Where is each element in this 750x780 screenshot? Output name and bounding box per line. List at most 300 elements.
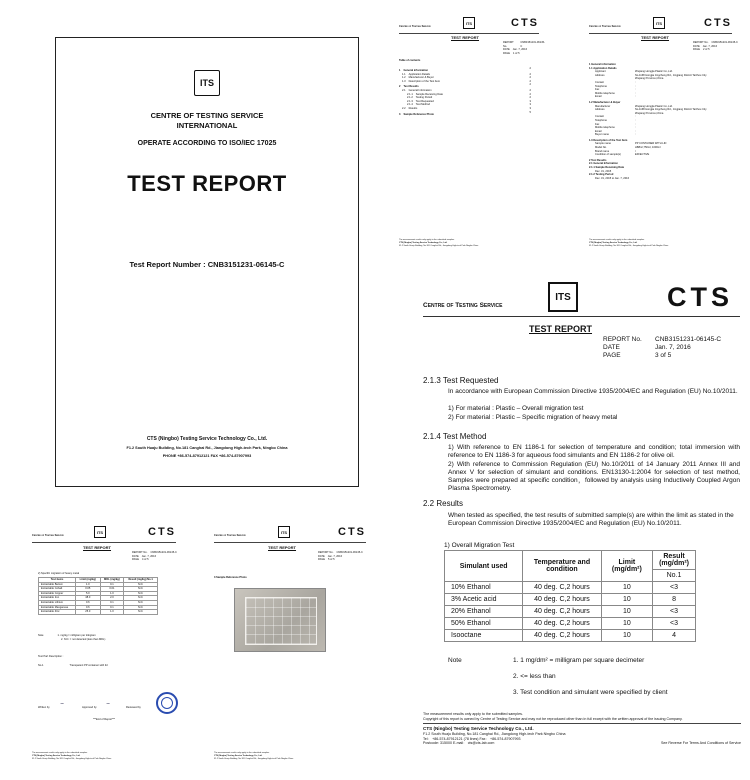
table-row <box>445 618 696 630</box>
report-meta <box>318 551 363 562</box>
header-cts: CTS <box>511 17 539 29</box>
col-header: Result (mg/kg) No.1 <box>124 578 158 583</box>
cell-condition: 40 deg. C,2 hours <box>523 582 601 594</box>
toc-page: 2 <box>529 67 531 70</box>
info-row <box>589 133 732 137</box>
table-cell: N.D. <box>124 605 158 610</box>
toc-page: 2 <box>529 79 531 83</box>
toc-number: 2 <box>399 85 401 89</box>
cell-simulant: 20% Ethanol <box>445 606 523 618</box>
header-centre: Centre of Testing Service <box>32 534 64 537</box>
table-cell: N.D. <box>124 587 158 592</box>
toc-number: 1 <box>399 69 401 72</box>
page-footer <box>589 239 732 247</box>
page-footer <box>423 712 741 746</box>
label: REPORT No. <box>603 336 642 343</box>
cover-company: CTS (Ningbo) Testing Service Technology Co., Ltd. <box>146 436 268 442</box>
toc-page: 3 <box>529 99 531 103</box>
table-cell: N.D. <box>124 596 158 601</box>
page-photo <box>210 522 370 772</box>
info-label: Address <box>595 73 605 77</box>
toc-title: Sample Reference Photo <box>403 112 435 116</box>
toc-page: 2 <box>529 96 531 100</box>
footer-postcode: Postcode: 315000 E-mail： cts@cts-lab.com <box>423 741 495 746</box>
value: CNB3151231-06145-C <box>520 41 545 48</box>
note-label: Note <box>448 657 462 664</box>
applicant-block <box>589 70 732 99</box>
toc-number: 2.1.3 <box>407 99 413 103</box>
part-desc: Test Part Description : <box>38 655 64 658</box>
overall-migration-title: 1) Overall Migration Test <box>444 542 515 549</box>
footer-address: F1.2 South Huaju Building, No.181 Canghai Rd., Jiangdong High-tech Park Ningbo China <box>32 757 112 760</box>
section-214-title: 2.1.4 Test Method <box>423 432 487 441</box>
report-number-label: Test Report Number : <box>129 260 206 269</box>
col-header: Limit (mg/dm²) <box>601 551 652 582</box>
table-cell: Extractable Manganese <box>39 605 76 610</box>
value: Jan. 7, 2016 <box>141 554 157 558</box>
footer-note: The measurement results only apply to the submitted samples. <box>423 712 523 716</box>
label: PAGE <box>132 558 140 562</box>
toc-title: Description of the Test Item <box>408 79 440 83</box>
table-cell: 1.0 <box>76 582 100 587</box>
info-value: : <box>635 122 636 126</box>
table-cell: 1.0 <box>100 610 124 615</box>
part-no: No.1 <box>38 664 44 667</box>
info-label: Applicant <box>595 70 606 74</box>
section-214-item-2: 2) With reference to Commission Regulation (EU) No.10/2011 of 14 January 2011 Annex III and Annex V for selection of simulant and conditions. EN13130-1:2004 for selection of test method, Samples were prepared at specific condition，followed by analysis using Inductively Coupled Argon Plasma Spectrometry. <box>448 461 740 492</box>
col-header: Result (mg/dm²) <box>653 551 696 570</box>
toc-title: Application Details <box>408 72 430 76</box>
cts-logo-icon <box>548 282 578 312</box>
logo-text: ITS <box>555 291 571 303</box>
page-footer <box>399 239 539 247</box>
footer-address: F1.2 South Huaju Building, No.181 Canghai Rd., Jiangdong High-tech Park Ningbo China <box>214 757 294 760</box>
label: REPORT No. <box>318 551 334 554</box>
toc-title: General information <box>403 69 429 72</box>
toc-list <box>399 67 531 116</box>
info-value: No.1168 Hongjia Jingcheng Rd., Jingjiang District Taizhou City <box>635 108 707 112</box>
sample-photo <box>234 588 326 652</box>
cell-condition: 40 deg. C,2 hours <box>523 618 601 630</box>
cell-condition: 40 deg. C,2 hours <box>523 630 601 642</box>
info-value: : <box>635 129 636 133</box>
page-heavy-metal <box>28 522 180 772</box>
note-2: 2. N.D. = not detected (less than MDL) <box>61 637 106 641</box>
table-cell: N.D. <box>124 591 158 596</box>
table-row <box>445 630 696 642</box>
section-heading: 2.1 General Information <box>589 162 618 166</box>
toc-number: 2.1 <box>402 88 406 92</box>
toc-number: 2.1.4 <box>407 103 413 107</box>
cell-simulant: 50% Ethanol <box>445 618 523 630</box>
value: 1 of 5 <box>513 51 520 55</box>
report-meta <box>603 336 721 360</box>
table-cell: Extractable Barium <box>39 582 76 587</box>
toc-title: Test Method <box>415 103 430 107</box>
table-cell: 25.0 <box>76 610 100 615</box>
info-value: : <box>635 115 636 119</box>
toc-number: 2.1.2 <box>407 96 413 100</box>
reviewed-by-label: Reviewed by <box>126 706 141 709</box>
info-label: Email <box>595 95 602 99</box>
divider <box>589 33 732 34</box>
test-report-heading: TEST REPORT <box>83 545 112 550</box>
info-label: Model No. <box>595 146 607 150</box>
table-cell: 0.1 <box>100 582 124 587</box>
cover-page <box>55 37 359 487</box>
info-value: Zhejiang Hongjia Plastic Co.,Ltd. <box>635 70 673 74</box>
info-value: Zhejiang Province,China <box>635 77 664 81</box>
stamp-icon <box>156 692 178 714</box>
info-value: : <box>635 88 636 92</box>
table-cell: 1.0 <box>100 591 124 596</box>
page-results <box>403 272 748 772</box>
info-value: EFFECTIVE <box>635 153 650 157</box>
table-cell: 0.1 <box>100 605 124 610</box>
page-general-info <box>583 13 738 263</box>
section-heading: 1.1 Application Details <box>589 66 617 70</box>
info-label: Mobile telephone <box>595 126 615 130</box>
label: PAGE <box>318 558 326 562</box>
heavy-metal-notes <box>38 634 105 641</box>
toc-number: 2.2 <box>402 106 406 110</box>
toc-page: 5 <box>529 110 531 114</box>
report-meta <box>132 551 177 562</box>
cell-limit: 10 <box>601 618 652 630</box>
label: PAGE <box>693 48 701 52</box>
toc-title: Testing Period <box>415 96 433 100</box>
cts-logo-icon <box>94 526 106 538</box>
table-cell: 0.6 <box>76 605 100 610</box>
toc-row[interactable] <box>399 111 531 117</box>
note-1: 1. 1 mg/dm² = milligram per square decimeter <box>513 657 645 664</box>
logo-text: ITS <box>655 20 663 26</box>
description-block <box>589 142 732 156</box>
label: REPORT No. <box>503 41 514 48</box>
cell-limit: 10 <box>601 594 652 606</box>
footer-company: CTS (Ningbo) Testing Service Technology Co., Ltd. <box>589 241 638 244</box>
cell-limit: 10 <box>601 582 652 594</box>
section-213-item-2: 2) For material : Plastic – Specific migration of heavy metal <box>448 414 618 421</box>
info-value: : <box>635 95 636 99</box>
section-213-text: In accordance with European Commission Directive 1935/2004/EC and Regulation (EU) No.10/2011. <box>448 388 738 395</box>
report-number-value: CNB3151231-06145-C <box>207 260 285 269</box>
page-footer <box>214 752 366 760</box>
toc-page: 3 <box>529 103 531 107</box>
divider <box>214 542 366 543</box>
logo-text: ITS <box>280 529 288 535</box>
value: CNB3151231-06145-C <box>711 41 738 44</box>
info-value: Zhejiang Hongjia Plastic Co.,Ltd. <box>635 104 673 108</box>
value: CNB3151231-06145-C <box>655 336 722 343</box>
header-cts: CTS <box>704 17 732 29</box>
header-centre: Centre of Testing Service <box>399 25 431 28</box>
cts-logo-icon <box>653 17 665 29</box>
toc-page: 2 <box>529 72 531 76</box>
label: DATE <box>503 48 510 52</box>
toc-page: 2 <box>529 83 531 87</box>
heavy-metal-title: 2) Specific migration of heavy metal <box>38 572 80 575</box>
header-cts: CTS <box>667 282 733 312</box>
part-description: Transparent PP container with lid <box>69 664 108 667</box>
cover-title: TEST REPORT <box>127 171 287 196</box>
col-header: Simulant used <box>445 551 523 582</box>
table-cell: N.D. <box>124 582 158 587</box>
value: CNB3151231-06145-C <box>150 551 177 554</box>
note-2: 2. <= less than <box>513 673 556 680</box>
footer-tel: Tel： +86-574-87912121 (78 lines) Fax： +86-574-87907993 <box>423 736 521 741</box>
info-label: Fax <box>595 122 600 126</box>
footer-terms: See Reverse For Terms And Conditions of Service <box>660 741 741 746</box>
footer-note: The measurement results only apply to the submitted samples. <box>399 239 455 241</box>
header-centre: Centre of Testing Service <box>589 25 621 28</box>
section-heading: 2.1.2 Testing Period <box>589 173 614 177</box>
table-cell: 0.6 <box>76 600 100 605</box>
table-cell: Extractable Iron <box>39 596 76 601</box>
section-214-item-1: 1) With reference to EN 1186-1 for selection of temperature and condition; total immersion with reference to EN 1186-3 for aqueous food simulants and EN 1186-2 for olive oil. <box>448 444 740 459</box>
cell-result: <3 <box>653 618 696 630</box>
label: DATE <box>693 44 700 48</box>
value: 5 of 5 <box>328 558 335 562</box>
receiving-date: Dec. 31, 2015 <box>595 169 612 173</box>
col-subheader: No.1 <box>653 570 696 582</box>
info-label: Manufacturer <box>595 104 611 108</box>
report-meta <box>503 41 545 55</box>
table-cell: 2.0 <box>100 596 124 601</box>
toc-title: Results <box>408 106 418 110</box>
info-value: : <box>635 133 636 137</box>
value: CNB3151231-06145-C <box>336 551 363 554</box>
toc-number: 1.3 <box>402 79 406 83</box>
page-footer <box>32 752 176 760</box>
overall-migration-table <box>444 550 696 642</box>
table-cell: N.D. <box>124 610 158 615</box>
table-row <box>39 610 158 615</box>
cell-result: 4 <box>653 630 696 642</box>
table-row <box>445 606 696 618</box>
info-label: Sample name <box>595 142 612 146</box>
cell-simulant: 10% Ethanol <box>445 582 523 594</box>
table-cell: Extractable Lithium <box>39 600 76 605</box>
footer-copyright: Copyright of this report is owned by Centre of Testing Service and may not be reproduced other than in full except with the written approval of the issuing Company. <box>423 716 683 721</box>
value: 2 of 5 <box>703 48 710 52</box>
table-cell: 5.0 <box>76 591 100 596</box>
info-value: : <box>635 126 636 130</box>
value: 4 of 5 <box>142 558 149 562</box>
test-report-heading: TEST REPORT <box>451 35 480 40</box>
toc-number: 1.1 <box>402 72 406 76</box>
info-label: Brand name <box>595 149 610 153</box>
page-toc <box>393 13 545 263</box>
info-value: : <box>635 91 636 95</box>
test-report-heading: TEST REPORT <box>529 324 593 334</box>
toc-title: Table of contents <box>399 59 421 62</box>
table-cell: Extractable Cobalt <box>39 587 76 592</box>
table-cell: 0.05 <box>76 587 100 592</box>
header-cts: CTS <box>338 526 366 538</box>
info-label: Address <box>595 108 605 112</box>
info-row <box>589 95 732 99</box>
approved-by-label: Approved by <box>82 706 97 709</box>
info-value: PP CONTAINER WITH LID <box>635 142 667 146</box>
header-centre: Centre of Testing Service <box>423 302 503 309</box>
footer-address: F1.2 South Huaju Building, No.181 Canghai Rd., Jiangdong High-tech Park Ningbo China <box>589 244 669 247</box>
toc-number: 1.2 <box>402 76 406 80</box>
info-value: No.1168 Hongjia Jingcheng Rd., Jingjiang District Taizhou City <box>635 73 707 77</box>
section-22-title: 2.2 Results <box>423 499 464 508</box>
footer-address: F1.2 South Huaju Building, No.181 Canghai Rd., Jiangdong High-tech Park Ningbo China <box>399 244 479 247</box>
info-label: Contact <box>595 80 604 84</box>
label: REPORT No. <box>132 551 148 554</box>
divider <box>423 316 740 317</box>
cover-address: F1.2 South Huaju Building, No.181 Canghai Rd., Jiangdong High-tech Park, Ningbo China <box>126 446 288 450</box>
info-label: Email <box>595 129 602 133</box>
table-cell: Extractable Copper <box>39 591 76 596</box>
table-row <box>445 594 696 606</box>
toc-number: 3 <box>399 112 401 116</box>
info-label: Condition of sample(s) <box>595 153 621 157</box>
toc-title: Sample Receiving Date <box>415 92 443 96</box>
col-header: Temperature and condition <box>523 551 601 582</box>
info-value: : <box>635 80 636 84</box>
note-1: 1. mg/kg = milligram per kilogram <box>57 634 96 637</box>
photo-title: 3 Sample Reference Photo <box>214 576 247 579</box>
signature-icon: ~ <box>60 701 65 707</box>
value: Jan. 7, 2016 <box>512 48 528 52</box>
label: DATE <box>132 554 139 558</box>
table-cell: Extractable Zinc <box>39 610 76 615</box>
label: DATE <box>318 554 325 558</box>
cell-simulant: 3% Acetic acid <box>445 594 523 606</box>
info-label: Buyer name <box>595 133 609 137</box>
testing-period: Dec. 31, 2015 to Jan. 7, 2016 <box>595 176 630 180</box>
col-header: Test items <box>39 578 76 583</box>
section-heading: 1.3 Description of the Test Item <box>589 138 628 142</box>
table-cell: 0.01 <box>100 587 124 592</box>
part-desc-row <box>38 664 108 668</box>
toc-title: Manufacturer & Buyer <box>408 76 434 80</box>
divider <box>399 33 539 34</box>
info-value: HB8ml,750ml, 1000ml <box>635 146 661 150</box>
footer-company: CTS (Ningbo) Testing Service Technology Co., Ltd. <box>423 726 534 732</box>
signatures <box>38 702 178 728</box>
cell-result: 8 <box>653 594 696 606</box>
heavy-metal-table <box>38 577 158 615</box>
info-label: Fax <box>595 88 600 92</box>
footer-company: CTS (Ningbo) Testing Service Technology Co., Ltd. <box>32 754 81 757</box>
cell-condition: 40 deg. C,2 hours <box>523 594 601 606</box>
header-cts: CTS <box>148 526 176 538</box>
section-heading: 1 General information <box>589 63 616 66</box>
section-heading: 2 Test Results <box>589 158 607 162</box>
test-report-heading: TEST REPORT <box>641 35 670 40</box>
cts-logo-icon <box>463 17 475 29</box>
toc-number: 2.1.1 <box>407 92 413 96</box>
value: Jan. 7, 2016 <box>702 44 718 48</box>
section-22-text: When tested as specified, the test results of submitted sample(s) are within the limit as stated in the European Commission Directive 1935/2004/EC and Regulation (EU) No.10/2011. <box>448 512 734 527</box>
table-body <box>445 582 696 642</box>
table-row <box>445 582 696 594</box>
cover-operate: OPERATE ACCORDING TO ISO/IEC 17025 <box>137 140 277 147</box>
cell-condition: 40 deg. C,2 hours <box>523 606 601 618</box>
toc-title: Test Results <box>403 85 419 89</box>
table-cell: 0.1 <box>100 600 124 605</box>
toc-page: 2 <box>529 88 531 92</box>
signature-icon: ~ <box>106 701 111 707</box>
cell-simulant: Isooctane <box>445 630 523 642</box>
cts-logo-icon <box>194 70 220 96</box>
section-213-title: 2.1.3 Test Requested <box>423 376 499 385</box>
footer-note: The measurement results only apply to the submitted samples. <box>32 752 88 754</box>
toc-page: 2 <box>529 76 531 80</box>
value: Jan. 7, 2016 <box>655 344 691 351</box>
label: DATE <box>603 344 620 351</box>
info-label: Telephone <box>595 118 607 122</box>
section-heading: 2.1.1 Sample Receiving Date <box>589 166 625 170</box>
toc-title: General Information <box>408 88 432 92</box>
divider <box>423 723 741 724</box>
cell-limit: 10 <box>601 630 652 642</box>
divider <box>32 542 176 543</box>
cover-org-1: CENTRE OF TESTING SERVICE <box>150 111 264 120</box>
end-of-report: ***End of Report*** <box>92 718 116 721</box>
section-213-item-1: 1) For material : Plastic – Overall migration test <box>448 405 584 412</box>
note-3: 3. Test condition and simulant were specified by client <box>513 689 668 696</box>
footer-note: The measurement results only apply to the submitted samples. <box>589 239 645 241</box>
cell-limit: 10 <box>601 606 652 618</box>
cell-result: <3 <box>653 582 696 594</box>
info-value: : <box>635 84 636 88</box>
logo-text: ITS <box>96 529 104 535</box>
info-value: / <box>635 149 636 153</box>
written-by-label: Written by <box>38 706 50 709</box>
note-label: Note <box>38 634 44 637</box>
cover-report-number <box>56 260 358 269</box>
label: PAGE <box>603 352 621 359</box>
value: Jan. 7, 2016 <box>327 554 343 558</box>
manufacturer-block <box>589 105 732 137</box>
header-centre: Centre of Testing Service <box>214 534 246 537</box>
logo-text: ITS <box>199 78 214 88</box>
col-header: MDL (mg/kg) <box>100 578 124 583</box>
label: PAGE <box>503 51 511 55</box>
report-meta <box>693 41 738 52</box>
test-report-heading: TEST REPORT <box>268 545 297 550</box>
footer-address: F1.2 South Huaju Building, No.181 Canghai Rd., Jiangdong High-tech Park Ningbo China <box>423 732 566 737</box>
general-info-content <box>589 63 732 180</box>
table-cell: 48.0 <box>76 596 100 601</box>
col-header: Limit (mg/kg) <box>76 578 100 583</box>
footer-company: CTS (Ningbo) Testing Service Technology Co., Ltd. <box>214 754 263 757</box>
toc-page: 2 <box>529 92 531 96</box>
section-heading: 1.2 Manufacturer & Buyer <box>589 100 621 104</box>
logo-text: ITS <box>465 20 473 26</box>
footer-company: CTS (Ningbo) Testing Service Technology Co., Ltd. <box>399 241 448 244</box>
info-label: Telephone <box>595 84 607 88</box>
cts-logo-icon <box>278 526 290 538</box>
cell-result: <3 <box>653 606 696 618</box>
info-value: Zhejiang Province,China <box>635 111 664 115</box>
footer-note: The measurement results only apply to the submitted samples. <box>214 752 270 754</box>
info-row <box>589 153 732 157</box>
info-label: Contact <box>595 115 604 119</box>
value: 3 of 5 <box>655 352 672 359</box>
info-value: : <box>635 118 636 122</box>
toc-page: 3 <box>529 106 531 110</box>
label: REPORT No. <box>693 41 709 44</box>
toc-title: Test Requested <box>415 99 434 103</box>
info-label: Mobile telephone <box>595 91 615 95</box>
